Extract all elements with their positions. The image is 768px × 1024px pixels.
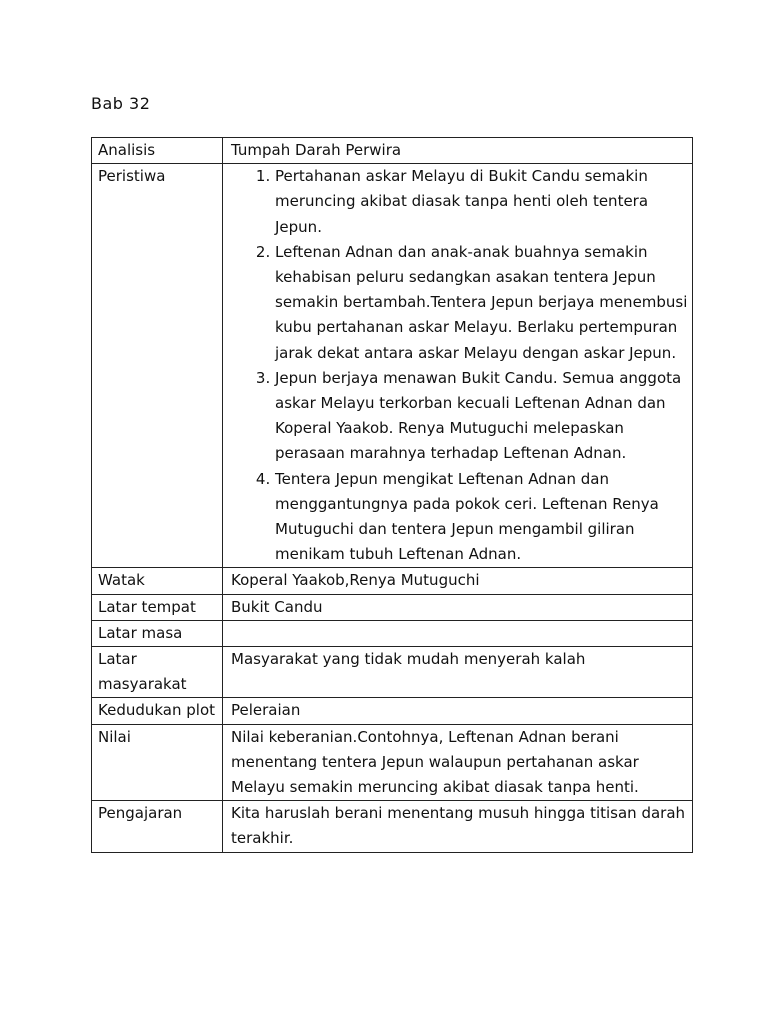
table-row — [92, 698, 693, 724]
row-label-latar-masa: Latar masa — [92, 620, 223, 646]
row-value-nilai: Nilai keberanian.Contohnya, Leftenan Adnan berani menentang tentera Jepun walaupun pertahanan askar Melayu semakin meruncing akibat diasak tanpa henti. — [223, 724, 693, 801]
table-row — [92, 647, 693, 698]
table-row — [92, 568, 693, 594]
event-list — [231, 164, 688, 567]
table-row — [92, 138, 693, 164]
chapter-heading: Bab 32 — [91, 94, 151, 113]
table-row — [92, 164, 693, 568]
row-value-pengajaran: Kita haruslah berani menentang musuh hingga titisan darah terakhir. — [223, 801, 693, 852]
row-value-latar-tempat: Bukit Candu — [223, 594, 693, 620]
list-item: 1. Pertahanan askar Melayu di Bukit Candu semakin meruncing akibat diasak tanpa henti oleh tentera Jepun. — [275, 164, 688, 240]
list-item: 2. Leftenan Adnan dan anak-anak buahnya semakin kehabisan peluru sedangkan asakan tentera Jepun semakin bertambah.Tentera Jepun berjaya menembusi kubu pertahanan askar Melayu. Berlaku pertempuran jarak dekat antara askar Melayu dengan askar Jepun. — [275, 240, 688, 366]
row-label-peristiwa: Peristiwa — [92, 164, 223, 568]
row-label-pengajaran: Pengajaran — [92, 801, 223, 852]
row-label-latar-tempat: Latar tempat — [92, 594, 223, 620]
table-row — [92, 620, 693, 646]
row-value-title: Tumpah Darah Perwira — [223, 138, 693, 164]
row-value-latar-masyarakat: Masyarakat yang tidak mudah menyerah kalah — [223, 647, 693, 698]
row-label-watak: Watak — [92, 568, 223, 594]
row-value-kedudukan-plot: Peleraian — [223, 698, 693, 724]
row-value-latar-masa — [223, 620, 693, 646]
row-value-peristiwa — [223, 164, 693, 568]
row-label-kedudukan-plot: Kedudukan plot — [92, 698, 223, 724]
list-item: 3. Jepun berjaya menawan Bukit Candu. Semua anggota askar Melayu terkorban kecuali Leftenan Adnan dan Koperal Yaakob. Renya Mutuguchi melepaskan perasaan marahnya terhadap Leftenan Adnan. — [275, 366, 688, 467]
analysis-table — [91, 137, 693, 853]
table-row — [92, 724, 693, 801]
row-label-latar-masyarakat: Latar masyarakat — [92, 647, 223, 698]
row-label-analisis: Analisis — [92, 138, 223, 164]
row-label-nilai: Nilai — [92, 724, 223, 801]
row-value-watak: Koperal Yaakob,Renya Mutuguchi — [223, 568, 693, 594]
table-row — [92, 801, 693, 852]
table-row — [92, 594, 693, 620]
list-item: 4. Tentera Jepun mengikat Leftenan Adnan dan menggantungnya pada pokok ceri. Leftenan Renya Mutuguchi dan tentera Jepun mengambil giliran menikam tubuh Leftenan Adnan. — [275, 467, 688, 568]
